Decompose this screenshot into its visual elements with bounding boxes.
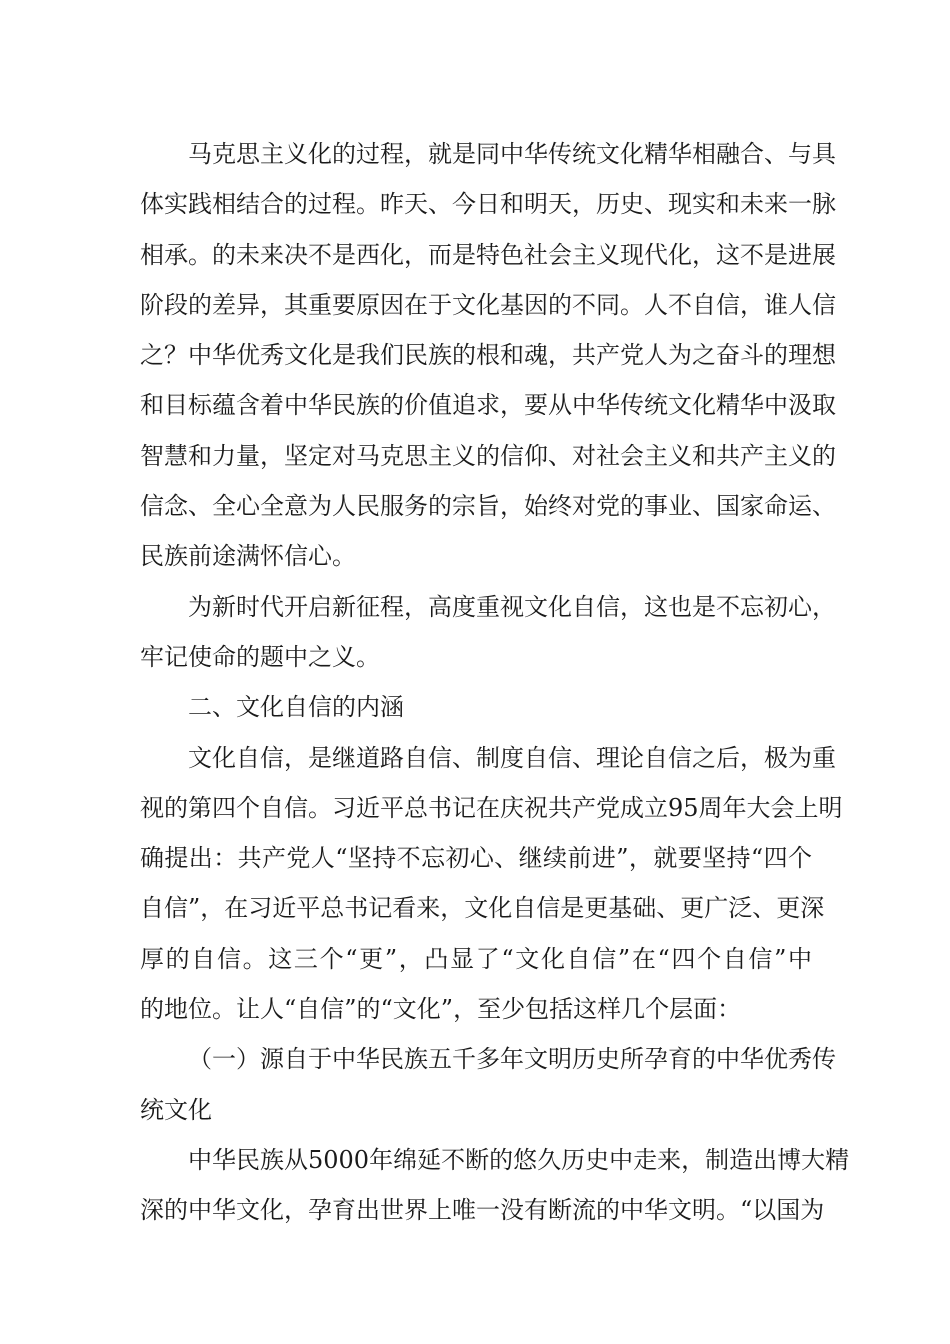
heading-text: 统文化: [140, 1095, 212, 1124]
paragraph: [140, 129, 836, 582]
text-line: 文化自信，是继道路自信、制度自信、理论自信之后，极为重: [188, 743, 836, 772]
text-line: 信念、全心全意为人民服务的宗旨，始终对党的事业、国家命运、: [140, 492, 836, 521]
text-line: 阶段的差异，其重要原因在于文化基因的不同。人不自信，谁人信: [140, 290, 836, 319]
paragraph: [140, 1135, 850, 1236]
section-heading: [140, 682, 812, 732]
text-line: 智慧和力量，坚定对马克思主义的信仰、对社会主义和共产主义的: [140, 441, 836, 470]
text-line: 马克思主义化的过程，就是同中华传统文化精华相融合、与具: [188, 140, 836, 168]
text-line: 自信”，在习近平总书记看来，文化自信是更基础、更广泛、更深: [140, 894, 825, 923]
text-line: 厚的自信。这三个“更”，凸显了“文化自信”在“四个自信”中: [140, 944, 812, 973]
text-line: 中华民族从5000年绵延不断的悠久历史中走来，制造出博大精: [188, 1145, 850, 1174]
text-line: 深的中华文化，孕育出世界上唯一没有断流的中华文明。“以国为: [140, 1196, 825, 1225]
heading-text: （一）源自于中华民族五千多年文明历史所孕育的中华优秀传: [188, 1045, 836, 1074]
text-line: 和目标蕴含着中华民族的价值追求，要从中华传统文化精华中汲取: [140, 391, 836, 420]
text-line: 相承。的未来决不是西化，而是特色社会主义现代化，这不是进展: [140, 240, 836, 269]
text-line: 民族前途满怀信心。: [140, 542, 356, 571]
text-line: 体实践相结合的过程。昨天、今日和明天，历史、现实和未来一脉: [140, 190, 836, 219]
text-line: 之？中华优秀文化是我们民族的根和魂，共产党人为之奋斗的理想: [140, 341, 836, 370]
text-line: 牢记使命的题中之义。: [140, 642, 380, 671]
paragraph: [140, 733, 843, 1035]
text-line: 视的第四个自信。习近平总书记在庆祝共产党成立95周年大会上明: [140, 793, 843, 822]
text-line: 为新时代开启新征程，高度重视文化自信，这也是不忘初心，: [188, 592, 836, 621]
subsection-heading: [140, 1034, 836, 1135]
heading-text: 二、文化自信的内涵: [188, 693, 404, 722]
text-line: 确提出：共产党人“坚持不忘初心、继续前进”，就要坚持“四个: [140, 844, 812, 873]
paragraph: [140, 582, 836, 683]
text-line: 的地位。让人“自信”的“文化”，至少包括这样几个层面：: [140, 995, 742, 1024]
document-body: [140, 129, 850, 1236]
